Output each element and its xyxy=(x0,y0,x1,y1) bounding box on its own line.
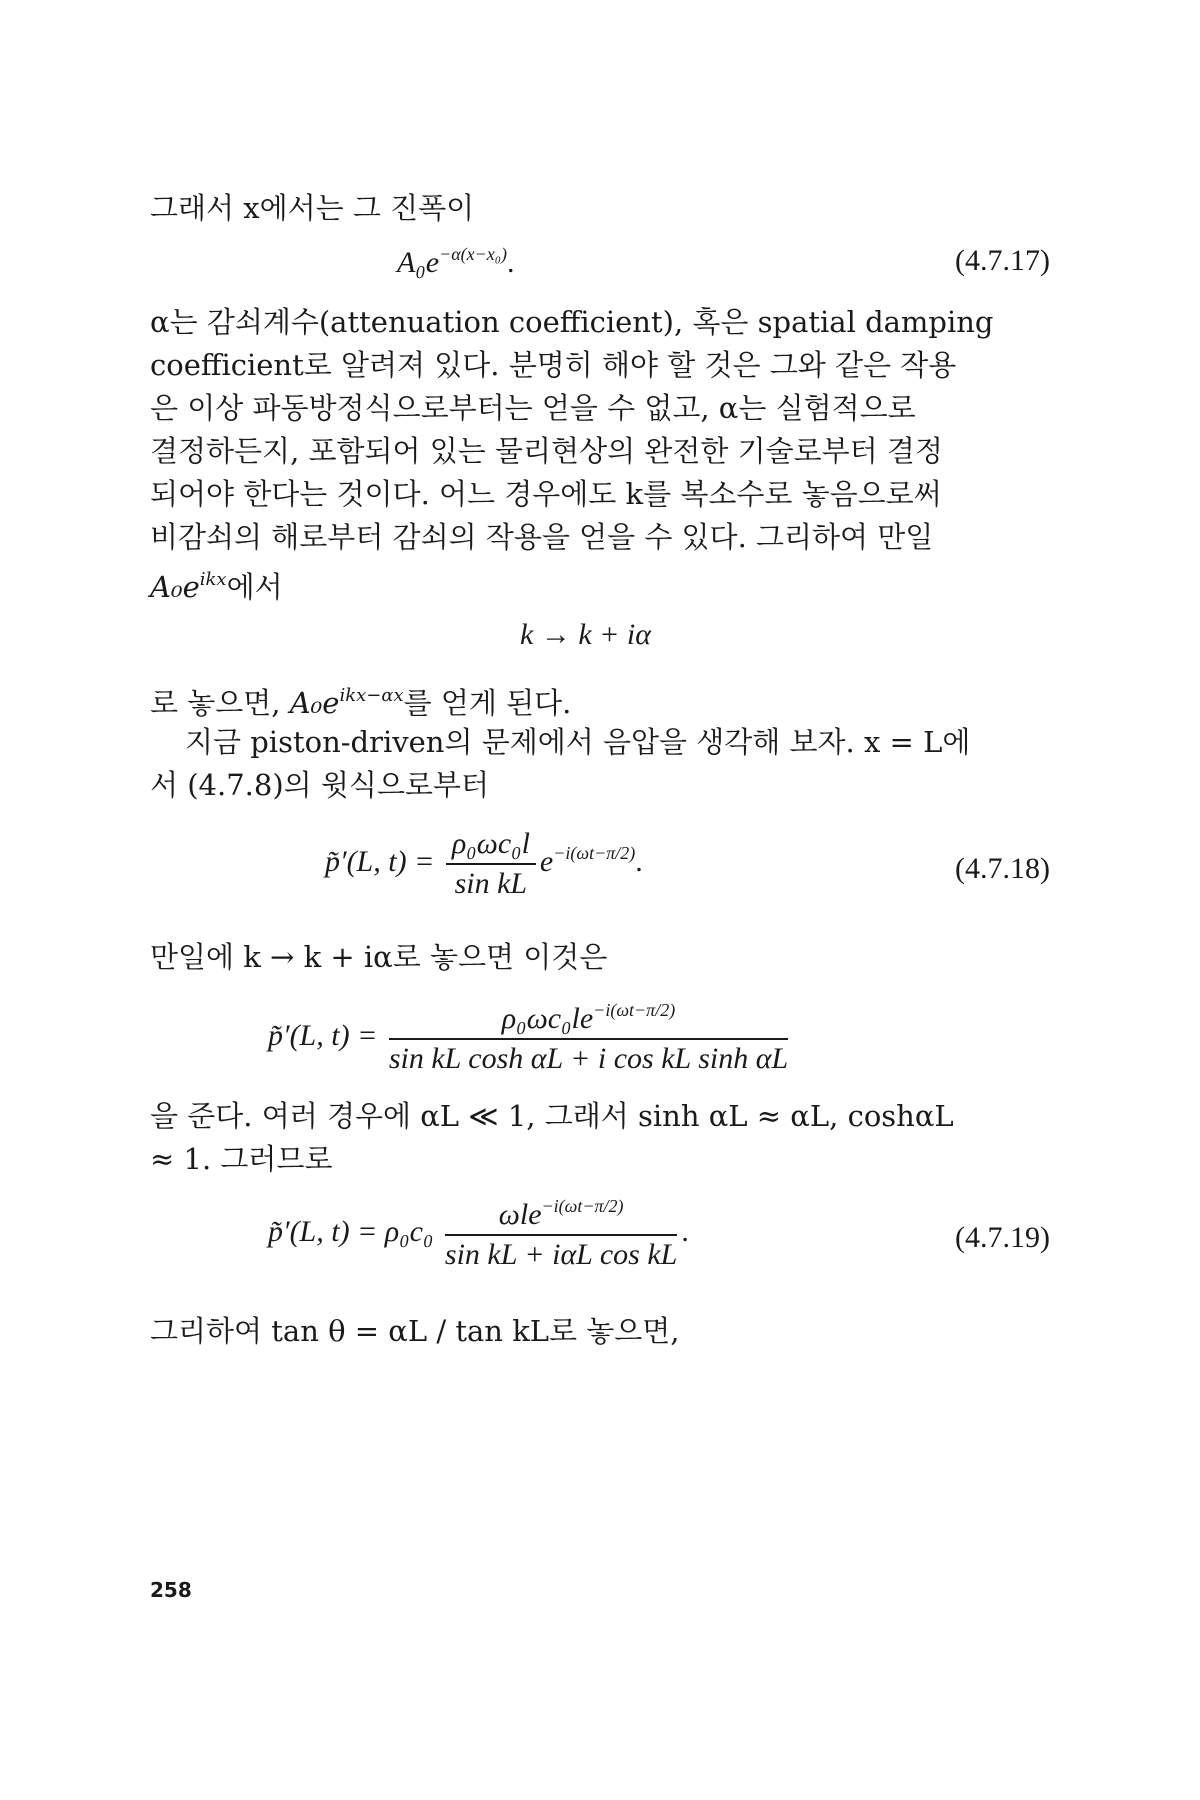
text-line xyxy=(150,676,1050,723)
equation-4-7-18 xyxy=(325,827,643,901)
inline-math-exponent: ikx−αx xyxy=(339,685,404,706)
text-line xyxy=(150,560,1050,607)
equation-body: A₀e xyxy=(397,246,440,279)
equation-fraction xyxy=(445,1196,677,1272)
text-line xyxy=(150,302,1050,342)
numerator-exponent: −i(ωt−π/2) xyxy=(593,1000,676,1020)
text-line xyxy=(150,1139,1050,1179)
paragraph-text: 을 준다. 여러 경우에 αL ≪ 1, 그래서 sinh αL ≈ αL, coshαL xyxy=(150,1099,954,1133)
equation-fraction xyxy=(446,827,536,901)
equation-k-substitution: k → k + iα xyxy=(520,618,651,651)
fraction-denominator: sin kL cosh αL + i cos kL sinh αL xyxy=(388,1042,789,1075)
fraction-numerator xyxy=(389,1000,788,1040)
paragraph-text: ≈ 1. 그러므로 xyxy=(150,1142,333,1176)
paragraph-text: 비감쇠의 해로부터 감쇠의 작용을 얻을 수 있다. 그리하여 만일 xyxy=(150,520,934,554)
text-line xyxy=(150,765,1050,805)
equation-lhs: p̃′(L, t) = ρ₀c₀ xyxy=(268,1214,434,1248)
text-line xyxy=(150,1311,1050,1351)
equation-lhs: p̃′(L, t) = xyxy=(325,844,435,878)
equation-number: (4.7.17) xyxy=(955,244,1050,277)
paragraph-text: 서 (4.7.8)의 윗식으로부터 xyxy=(150,768,489,802)
equation-trail: . xyxy=(635,844,643,878)
paragraph-text: 은 이상 파동방정식으로부터는 얻을 수 없고, α는 실험적으로 xyxy=(150,391,916,425)
text-line xyxy=(150,188,1050,228)
text-line xyxy=(150,431,1050,471)
inline-math-exponent: ikx xyxy=(199,569,227,590)
equation-number: (4.7.19) xyxy=(955,1221,1050,1254)
equation-damped-pressure xyxy=(268,1000,792,1076)
text-line xyxy=(150,474,1050,514)
text-line xyxy=(150,517,1050,557)
text-line xyxy=(150,345,1050,385)
text-line xyxy=(150,937,1050,977)
equation-exp-base: e xyxy=(539,844,554,878)
fraction-denominator: sin kL xyxy=(454,867,528,900)
paragraph-text: 만일에 k → k + iα로 놓으면 이것은 xyxy=(150,940,608,974)
equation-4-7-19 xyxy=(268,1196,689,1272)
paragraph-text: 결정하든지, 포함되어 있는 물리현상의 완전한 기술로부터 결정 xyxy=(150,434,943,468)
equation-trail: . xyxy=(507,246,515,279)
paragraph-text: 되어야 한다는 것이다. 어느 경우에도 k를 복소수로 놓음으로써 xyxy=(150,477,942,511)
page-number: 258 xyxy=(150,1578,192,1602)
equation-fraction xyxy=(389,1000,788,1076)
inline-math: A₀e xyxy=(289,686,340,720)
text-line xyxy=(150,388,1050,428)
equation-trail: . xyxy=(681,1214,689,1248)
fraction-denominator: sin kL + iαL cos kL xyxy=(444,1238,678,1271)
numerator-base: ρ₀ωc₀le xyxy=(501,1002,594,1035)
fraction-numerator xyxy=(445,1196,677,1236)
numerator-base: ωle xyxy=(498,1198,542,1231)
text-line xyxy=(185,722,1085,762)
text-line xyxy=(150,1096,1050,1136)
equation-lhs: p̃′(L, t) = xyxy=(268,1018,378,1052)
paragraph-text: α는 감쇠계수(attenuation coefficient), 혹은 spatial damping xyxy=(150,305,994,339)
equation-exponent: −i(ωt−π/2) xyxy=(553,842,636,863)
equation-number: (4.7.18) xyxy=(955,852,1050,885)
paragraph-text: 로 놓으면, xyxy=(150,686,290,720)
paragraph-text: 를 얻게 된다. xyxy=(403,686,572,720)
equation-exponent: −α(x−x₀) xyxy=(439,244,508,264)
numerator-exponent: −i(ωt−π/2) xyxy=(541,1196,624,1216)
paragraph-text: 지금 piston-driven의 문제에서 음압을 생각해 보자. x = L에 xyxy=(185,725,971,759)
equation-4-7-17 xyxy=(397,244,515,280)
paragraph-text: 에서 xyxy=(226,570,283,604)
paragraph-text: 그래서 x에서는 그 진폭이 xyxy=(150,191,475,225)
fraction-numerator: ρ₀ωc₀l xyxy=(446,827,536,865)
inline-math: A₀e xyxy=(150,570,200,604)
paragraph-text: coefficient로 알려져 있다. 분명히 해야 할 것은 그와 같은 작용 xyxy=(150,348,957,382)
paragraph-text: 그리하여 tan θ = αL / tan kL로 놓으면, xyxy=(150,1314,680,1348)
